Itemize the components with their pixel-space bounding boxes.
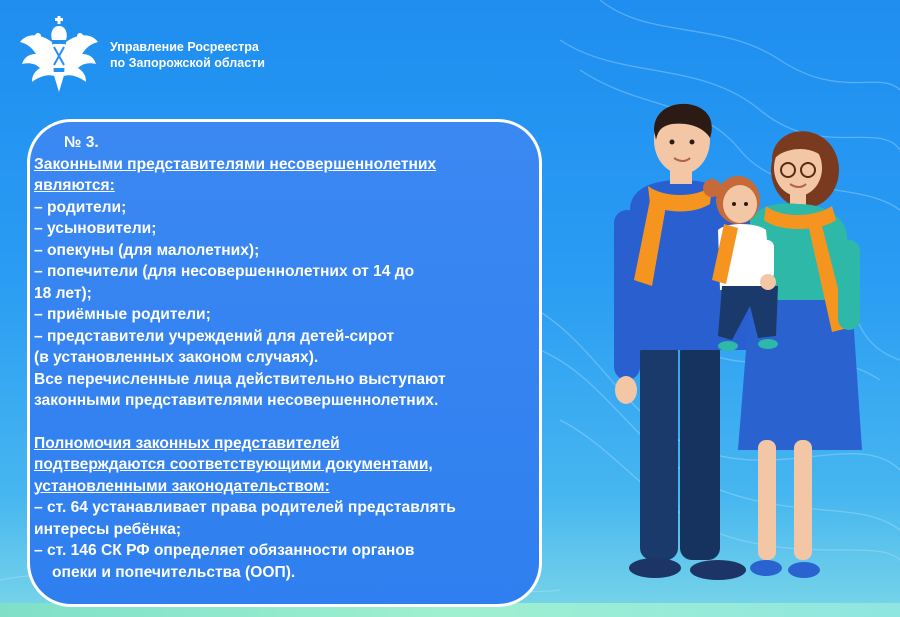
doc-item: опеки и попечительства (ООП). [52, 563, 296, 581]
summary-line-2: законными представителями несовершеннолетних. [34, 392, 439, 409]
heading-1-line-1: Законными представителями несовершеннолетних [34, 155, 437, 173]
org-name-line-2: по Запорожской области [110, 56, 265, 70]
spacer [34, 412, 533, 433]
family-illustration [600, 100, 900, 600]
list-item: (в установленных законом случаях). [34, 349, 319, 366]
list-item: – усыновители; [34, 220, 157, 237]
heading-2-line-2: подтверждаются соответствующими документами, [34, 456, 433, 473]
list-item: – родители; [34, 198, 127, 216]
info-card [27, 119, 542, 607]
organization-name [110, 39, 265, 71]
card-number: № 3. [64, 134, 99, 151]
summary-line-1: Все перечисленные лица действительно выступают [34, 370, 446, 388]
list-item: – попечители (для несовершеннолетних от 14 до [34, 263, 415, 280]
list-item: – представители учреждений для детей-сирот [34, 327, 395, 345]
header [18, 16, 265, 94]
heading-1-line-2: являются: [34, 177, 115, 194]
doc-item: интересы ребёнка; [34, 520, 182, 538]
heading-2-line-1: Полномочия законных представителей [34, 434, 340, 452]
list-item: – приёмные родители; [34, 306, 211, 323]
list-item: – опекуны (для малолетних); [34, 241, 260, 259]
list-item: 18 лет); [34, 284, 92, 302]
doc-item: – ст. 146 СК РФ определяет обязанности органов [34, 542, 415, 559]
double-headed-eagle-icon [18, 16, 100, 94]
doc-item: – ст. 64 устанавливает права родителей представлять [34, 499, 456, 516]
heading-2-line-3: установленными законодательством: [34, 477, 330, 495]
org-name-line-1: Управление Росреестра [110, 40, 259, 54]
